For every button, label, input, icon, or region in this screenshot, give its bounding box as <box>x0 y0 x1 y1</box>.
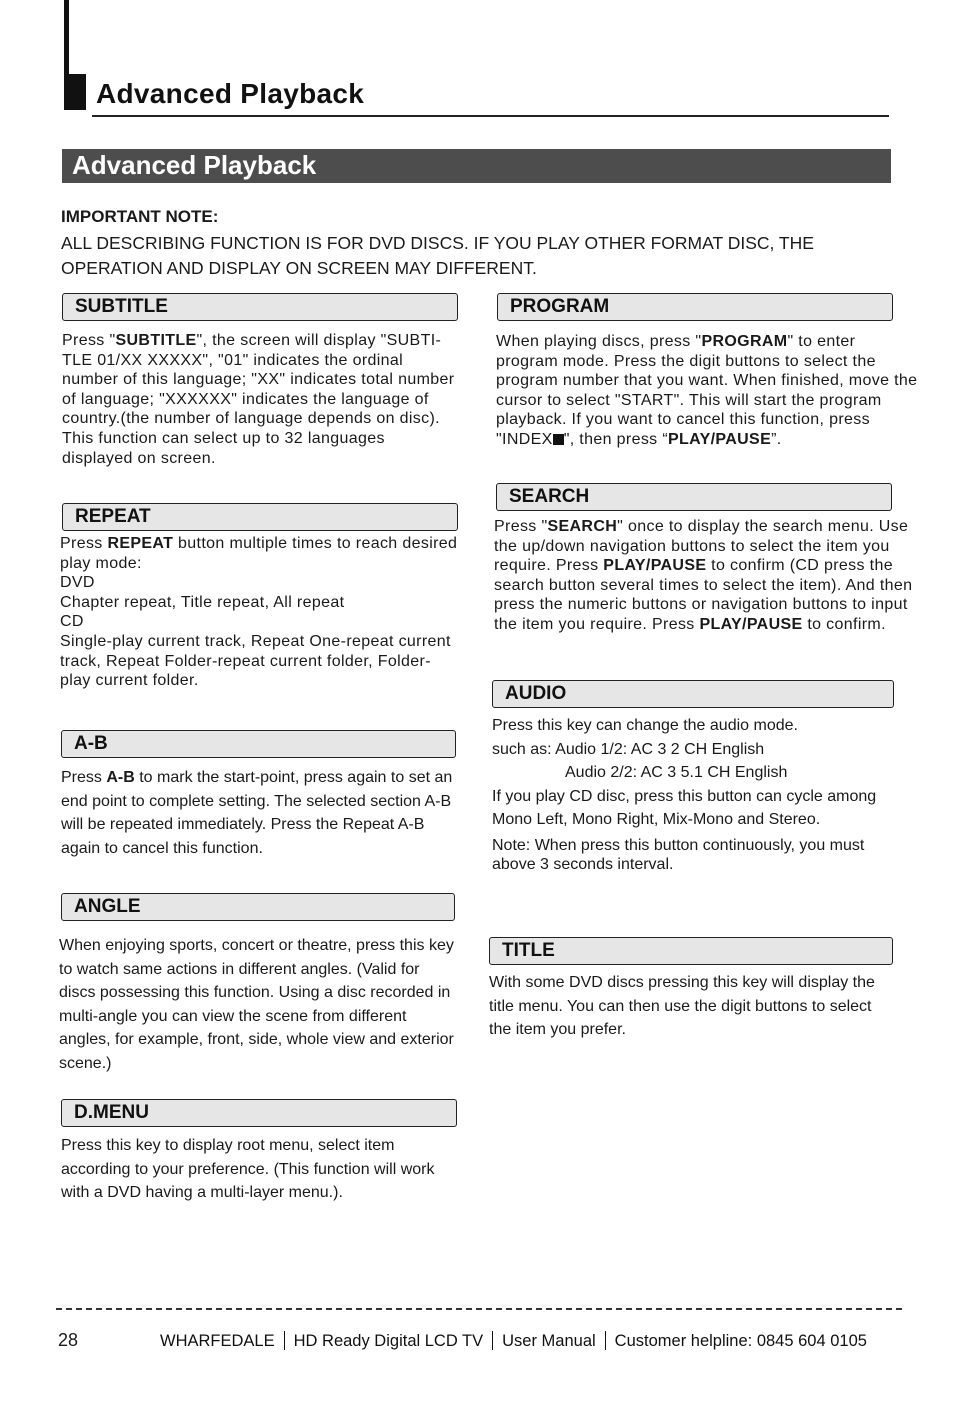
footer-doc: User Manual <box>502 1332 596 1350</box>
section-banner: Advanced Playback <box>62 149 891 183</box>
program-text-post: ”. <box>771 430 782 448</box>
subtitle-key: SUBTITLE <box>115 332 197 349</box>
program-text-mid2: ", then press “ <box>563 430 668 448</box>
ab-body <box>61 766 461 860</box>
page-number: 28 <box>58 1330 79 1350</box>
subtitle-header: SUBTITLE <box>62 293 458 321</box>
important-note-heading: IMPORTANT NOTE: <box>61 207 219 226</box>
search-header: SEARCH <box>496 483 892 511</box>
program-play-pause-key: PLAY/PAUSE <box>668 430 772 448</box>
audio-line-example-2: Audio 2/2: AC 3 5.1 CH English <box>565 764 788 781</box>
repeat-line-dvd: DVD <box>60 574 95 592</box>
footer-helpline: Customer helpline: 0845 604 0105 <box>614 1332 867 1350</box>
audio-line-example-1: such as: Audio 1/2: AC 3 2 CH English <box>492 740 765 758</box>
footer-separator <box>605 1331 606 1350</box>
footer-line <box>160 1331 903 1351</box>
dmenu-body: Press this key to display root menu, select item according to your preference. (This function will work with a DVD having a multi-layer menu.). <box>61 1137 435 1201</box>
search-text-pre: Press " <box>494 518 548 535</box>
program-body <box>496 332 920 450</box>
angle-header: ANGLE <box>61 893 455 921</box>
angle-body: When enjoying sports, concert or theatre, press this key to watch same actions in different angles. (Valid for discs possessing this function. Using a disc recorded in multi-angle you can view the scene from different angles, for example, front, side, whole view and exterior scene.) <box>59 937 454 1072</box>
search-key: SEARCH <box>547 518 618 535</box>
repeat-text-post: button multiple times to reach desired play mode: <box>60 535 458 572</box>
subtitle-text-pre: Press " <box>62 332 116 349</box>
repeat-header: REPEAT <box>62 503 458 531</box>
search-text-post: to confirm. <box>802 615 886 633</box>
index-stop-icon <box>553 434 564 445</box>
important-note-body: ALL DESCRIBING FUNCTION IS FOR DVD DISCS. IF YOU PLAY OTHER FORMAT DISC, THE OPERATION AND DISPLAY ON SCREEN MAY DIFFERENT. <box>61 233 814 278</box>
repeat-body <box>60 534 458 691</box>
audio-line-intro: Press this key can change the audio mode. <box>492 717 798 734</box>
search-play-pause-key-1: PLAY/PAUSE <box>603 557 707 575</box>
footer-dashed-rule <box>56 1308 902 1310</box>
audio-line-note: Note: When press this button continuously, you must above 3 seconds interval. <box>492 836 865 873</box>
ab-text-post: to mark the start-point, press again to set an end point to complete setting. The selected section A-B will be repeated immediately. Press the Repeat A-B again to cancel this function. <box>61 769 453 857</box>
footer-separator <box>284 1331 285 1350</box>
search-play-pause-key-2: PLAY/PAUSE <box>699 615 803 633</box>
ab-text-pre: Press <box>61 769 107 786</box>
program-header: PROGRAM <box>497 293 893 321</box>
search-text-mid2: to confirm (CD press the search button several times to select the item). And then press the numeric buttons or navigation buttons to input the item you require. Press <box>494 557 913 633</box>
search-body <box>494 517 924 635</box>
subtitle-body <box>62 331 458 468</box>
search-text-mid: " once to display the search menu. Use the up/down navigation buttons to select the item you require. Press <box>494 518 909 575</box>
audio-line-cd: If you play CD disc, press this button can cycle among Mono Left, Mono Right, Mix-Mono and Stereo. <box>492 787 877 828</box>
footer-product: HD Ready Digital LCD TV <box>293 1332 484 1350</box>
repeat-line-cd: CD <box>60 613 84 631</box>
header-vertical-bar <box>64 0 69 82</box>
audio-body <box>492 714 902 874</box>
repeat-line-dvd-modes: Chapter repeat, Title repeat, All repeat <box>60 593 345 611</box>
dmenu-header: D.MENU <box>61 1099 457 1127</box>
program-text-mid: " to enter program mode. Press the digit buttons to select the program number that you want. When finished, move the cursor to select "START". This will start the program playback. If you want to cancel this function, press "INDEX <box>496 333 918 448</box>
footer-separator <box>492 1331 493 1350</box>
page-title: Advanced Playback <box>96 78 365 109</box>
repeat-line-cd-modes: Single-play current track, Repeat One-repeat current track, Repeat Folder-repeat current folder, Folder-play current folder. <box>60 632 451 690</box>
header-block <box>64 74 86 110</box>
repeat-key: REPEAT <box>107 535 174 552</box>
ab-key: A-B <box>106 769 135 786</box>
title-body: With some DVD discs pressing this key will display the title menu. You can then use the digit buttons to select the item you prefer. <box>489 974 875 1038</box>
footer-brand: WHARFEDALE <box>160 1332 275 1350</box>
audio-header: AUDIO <box>492 680 894 708</box>
subtitle-text-post: ", the screen will display "SUBTI-TLE 01/XX XXXXX", "01" indicates the ordinal number of this language; "XX" indicates total number of language; "XXXXXX" indicates the language of country.(the number of language depends on disc). This function can select up to 32 languages displayed on screen. <box>62 332 455 467</box>
title-rule <box>92 115 889 117</box>
ab-header: A-B <box>61 730 456 758</box>
repeat-text-pre: Press <box>60 535 108 552</box>
program-key: PROGRAM <box>701 333 788 350</box>
title-header: TITLE <box>489 937 893 965</box>
program-text-pre: When playing discs, press " <box>496 333 702 350</box>
